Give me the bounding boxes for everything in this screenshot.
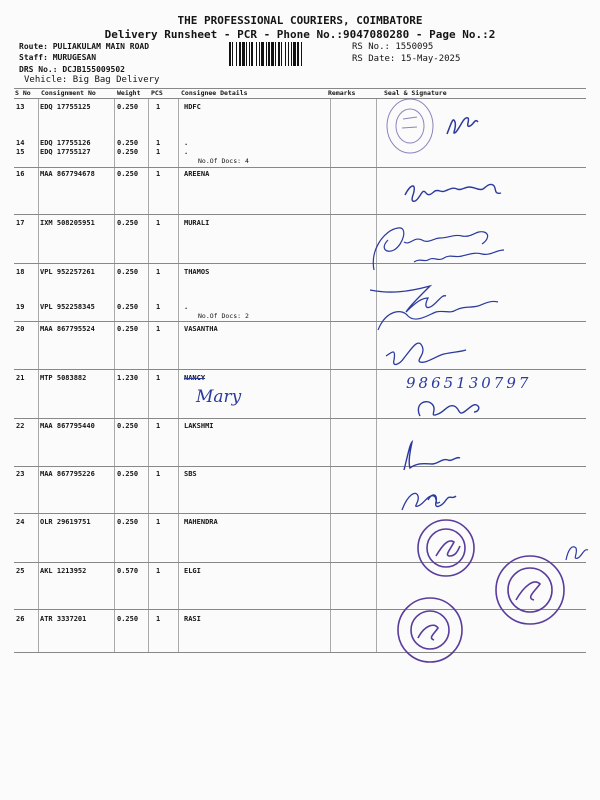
row-pcs: 1 [156, 470, 161, 478]
signature-row24 [428, 495, 456, 507]
row-sno: 13 [16, 103, 25, 111]
row-sno: 21 [16, 374, 25, 382]
row-consignee: . [184, 148, 189, 156]
row-consignee: . [184, 303, 189, 311]
row-sno: 20 [16, 325, 25, 333]
row-pcs: 1 [156, 170, 161, 178]
col-consignment: Consignment No [41, 89, 96, 97]
row-consignee: VASANTHA [184, 325, 218, 333]
row-consignee: RASI [184, 615, 201, 623]
row-weight: 0.250 [117, 615, 139, 623]
row-consignee: MAHENDRA [184, 518, 218, 526]
row-consignment: EDQ 17755125 [40, 103, 91, 111]
row-pcs: 1 [156, 148, 161, 156]
route-label: Route: PULIAKULAM MAIN ROAD [19, 42, 150, 51]
docs-count: No.Of Docs: 4 [198, 157, 249, 165]
row-weight: 0.250 [117, 303, 139, 311]
mahendra-stamp [418, 520, 474, 576]
row-pcs: 1 [156, 518, 161, 526]
handwritten-name: Mary [196, 387, 242, 407]
signature-row22 [404, 442, 460, 470]
row-consignee: . [184, 139, 189, 147]
runsheet-subtitle: Delivery Runsheet - PCR - Phone No.:9047080280 - Page No.:2 [104, 28, 496, 41]
signature-row13 [447, 118, 478, 134]
row-weight: 0.250 [117, 518, 139, 526]
signature-row25 [566, 547, 588, 560]
row-weight: 0.250 [117, 103, 139, 111]
row-pcs: 1 [156, 567, 161, 575]
row-weight: 0.570 [117, 567, 139, 575]
row-weight: 0.250 [117, 139, 139, 147]
row-consignment: OLR 29619751 [40, 518, 91, 526]
row-sno: 25 [16, 567, 25, 575]
row-weight: 0.250 [117, 148, 139, 156]
signature-row18 [370, 286, 446, 312]
col-consignee: Consignee Details [181, 89, 248, 97]
row-sno: 14 [16, 139, 25, 147]
rasi-stamp [398, 598, 462, 662]
row-consignment: EDQ 17755126 [40, 139, 91, 147]
hdfc-stamp [387, 99, 433, 153]
row-pcs: 1 [156, 303, 161, 311]
row-consignment: AKL 1213952 [40, 567, 87, 575]
row-consignment: ATR 3337201 [40, 615, 87, 623]
row-weight: 0.250 [117, 422, 139, 430]
row-sno: 26 [16, 615, 25, 623]
row-consignee: MURALI [184, 219, 210, 227]
vehicle-label: Vehicle: Big Bag Delivery [24, 75, 160, 85]
row-consignment: MAA 867795226 [40, 470, 95, 478]
row-consignee: NANCY [184, 374, 206, 382]
row-pcs: 1 [156, 103, 161, 111]
col-weight: Weight [117, 89, 141, 97]
row-consignee: LAKSHMI [184, 422, 214, 430]
row-pcs: 1 [156, 422, 161, 430]
row-weight: 0.250 [117, 268, 139, 276]
row-consignee: AREENA [184, 170, 210, 178]
row-consignment: MAA 867795440 [40, 422, 95, 430]
col-remarks: Remarks [328, 89, 356, 97]
row-consignment: MTP 5083882 [40, 374, 87, 382]
row-weight: 1.230 [117, 374, 139, 382]
signature-row16 [405, 184, 501, 201]
row-pcs: 1 [156, 325, 161, 333]
signature-row23 [402, 493, 440, 510]
staff-label: Staff: MURUGESAN [19, 53, 97, 62]
signature-row21 [418, 402, 478, 416]
row-pcs: 1 [156, 139, 161, 147]
handwritten-phone: 9865130797 [406, 374, 532, 392]
row-consignment: EDQ 17755127 [40, 148, 91, 156]
col-pcs: PCS [151, 89, 163, 97]
row-weight: 0.250 [117, 470, 139, 478]
signature-row17 [373, 228, 504, 270]
row-weight: 0.250 [117, 325, 139, 333]
signature-row19 [378, 301, 498, 330]
row-pcs: 1 [156, 268, 161, 276]
row-consignee: HDFC [184, 103, 201, 111]
col-sno: S No [15, 89, 31, 97]
row-consignee: THAMOS [184, 268, 210, 276]
rs-number: RS No.: 1550095 [352, 42, 434, 52]
row-weight: 0.250 [117, 219, 139, 227]
row-pcs: 1 [156, 219, 161, 227]
docs-count: No.Of Docs: 2 [198, 312, 249, 320]
drs-label: DRS No.: DCJB155009502 [19, 65, 125, 74]
row-consignee: ELGI [184, 567, 201, 575]
document-title: THE PROFESSIONAL COURIERS, COIMBATORE [177, 14, 423, 27]
industries-stamp [496, 556, 564, 624]
row-weight: 0.250 [117, 170, 139, 178]
row-sno: 17 [16, 219, 25, 227]
row-sno: 23 [16, 470, 25, 478]
row-consignment: VPL 952258345 [40, 303, 95, 311]
row-sno: 16 [16, 170, 25, 178]
row-sno: 18 [16, 268, 25, 276]
row-sno: 22 [16, 422, 25, 430]
col-seal: Seal & Signature [384, 89, 447, 97]
signature-row20 [386, 343, 466, 364]
row-sno: 24 [16, 518, 25, 526]
row-sno: 15 [16, 148, 25, 156]
row-sno: 19 [16, 303, 25, 311]
row-consignee: SBS [184, 470, 197, 478]
row-pcs: 1 [156, 374, 161, 382]
row-consignment: VPL 952257261 [40, 268, 95, 276]
row-consignment: MAA 867794678 [40, 170, 95, 178]
rs-date: RS Date: 15-May-2025 [352, 54, 461, 64]
row-consignment: MAA 867795524 [40, 325, 95, 333]
row-consignment: IXM 508205951 [40, 219, 95, 227]
row-pcs: 1 [156, 615, 161, 623]
